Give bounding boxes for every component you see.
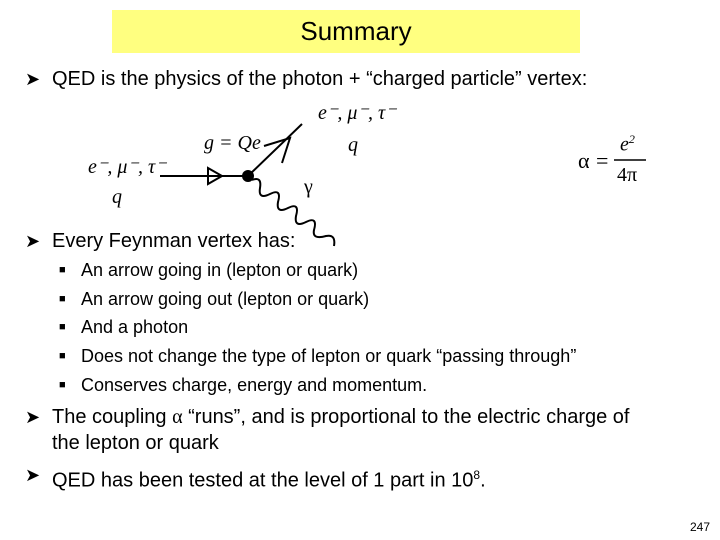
bullet-qed-tested	[25, 462, 486, 494]
slide-title: Summary	[300, 16, 412, 46]
bullet-feynman-vertex	[25, 228, 295, 254]
sub-bullet-text: And a photon	[81, 317, 189, 337]
bullet-text: Every Feynman vertex has:	[52, 230, 296, 252]
formula-equals: =	[596, 148, 609, 173]
bullet-text: The coupling α “runs”, and is proportional to the electric charge of the lepton or quark	[52, 406, 630, 454]
square-bullet-icon: ■	[59, 293, 66, 305]
incoming-charge-label: q	[112, 186, 122, 208]
sub-bullet	[59, 259, 358, 281]
outgoing-arrow-icon	[264, 138, 290, 163]
photon-label: γ	[304, 176, 313, 198]
outgoing-charge-label: q	[348, 134, 358, 156]
square-bullet-icon: ■	[59, 321, 66, 333]
sub-bullet-text: Conserves charge, energy and momentum.	[81, 375, 428, 395]
incoming-particle-label: e⁻, μ⁻, τ⁻	[88, 156, 166, 178]
sub-bullet-text: An arrow going in (lepton or quark)	[81, 260, 359, 280]
sub-bullet	[59, 345, 576, 367]
bullet-coupling-runs	[25, 404, 629, 456]
sub-bullet	[59, 374, 427, 396]
formula-numerator: $e^2$	[620, 132, 635, 156]
bullet-text: QED is the physics of the photon + “charged particle” vertex:	[52, 68, 588, 90]
square-bullet-icon: ■	[59, 264, 66, 276]
arrow-bullet-icon: ➤	[25, 231, 41, 251]
formula-denominator: 4π	[617, 164, 638, 186]
arrow-bullet-icon: ➤	[25, 69, 41, 89]
sub-bullet-text: Does not change the type of lepton or quark “passing through”	[81, 346, 577, 366]
formula-alpha: α	[578, 148, 590, 173]
sub-bullet	[59, 316, 188, 338]
sub-bullet-text: An arrow going out (lepton or quark)	[81, 289, 370, 309]
coupling-label: g = Qe	[204, 132, 261, 154]
bullet-text: QED has been tested at the level of 1 part in $10^8$.	[52, 468, 486, 492]
arrow-bullet-icon: ➤	[25, 465, 41, 485]
arrow-bullet-icon: ➤	[25, 407, 41, 427]
page-number: 247	[689, 520, 710, 534]
square-bullet-icon: ■	[59, 350, 66, 362]
outgoing-particle-label: e⁻, μ⁻, τ⁻	[318, 102, 396, 124]
sub-bullet	[59, 288, 369, 310]
square-bullet-icon: ■	[59, 379, 66, 391]
